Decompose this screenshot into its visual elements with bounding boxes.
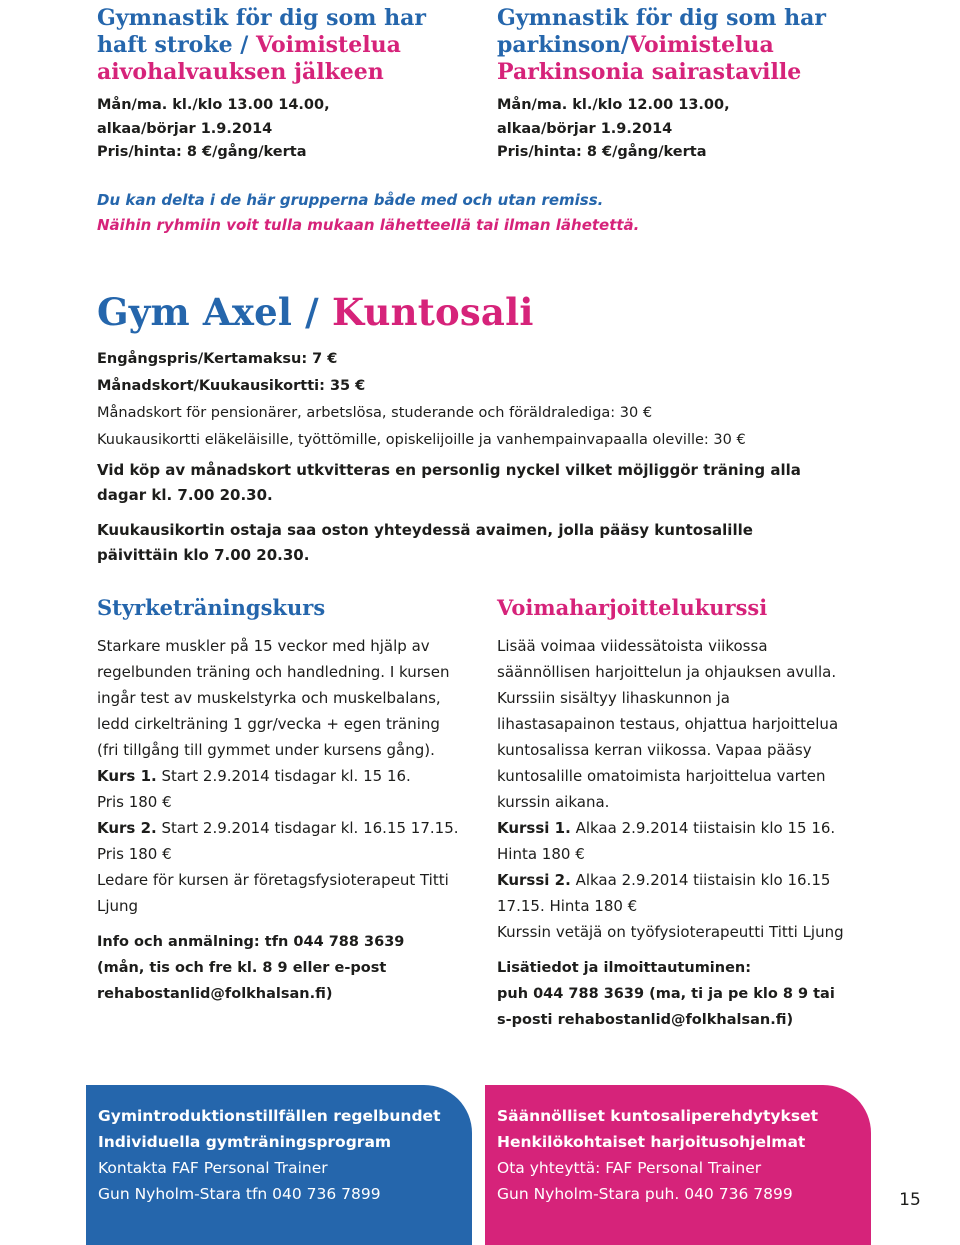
course-fi-info-line1: Lisätiedot ja ilmoittautuminen:	[497, 960, 752, 976]
course-fi-title: Voimaharjoittelukurssi	[497, 595, 768, 620]
course-fi-desc: Lisää voimaa viidessätoista viikossa säännöllisen harjoittelun ja ohjauksen avulla. Kurssiin sisältyy lihaskunnon ja lihastasapainon testaus, ohjattua harjoittelua kuntosalissa kerran viikossa. Vapaa pääsy kuntosalille omatoimista harjoittelua varten kurssin aikana.	[497, 637, 839, 811]
kurssi1-label: Kurssi 1.	[497, 819, 571, 837]
group-parkinson-time: Mån/ma. kl./klo 12.00 13.00,	[497, 97, 730, 113]
course-fi-email[interactable]: s-posti rehabostanlid@folkhalsan.fi)	[497, 1012, 794, 1028]
course-sv-leader: Ledare för kursen är företagsfysioterapeut Titti Ljung	[97, 871, 449, 915]
trainer-box-sv	[86, 1085, 472, 1245]
group-parkinson-start: alkaa/börjar 1.9.2014	[497, 120, 673, 137]
trainer-box-sv-line4: Gun Nyholm-Stara tfn 040 736 7899	[98, 1185, 381, 1203]
course-sv-info	[97, 929, 459, 1007]
gym-title	[97, 290, 797, 334]
kurssi1-price: Hinta 180 €	[497, 845, 585, 863]
remiss-note-fi: Näihin ryhmiin voit tulla mukaan lähetteellä tai ilman lähetettä.	[97, 216, 640, 234]
course-sv	[97, 595, 459, 1007]
group-parkinson	[497, 5, 842, 165]
course-fi	[497, 595, 849, 1033]
group-stroke-start: alkaa/börjar 1.9.2014	[97, 120, 273, 137]
trainer-box-fi-line1: Säännölliset kuntosaliperehdytykset	[497, 1107, 818, 1125]
kurs1-price: Pris 180 €	[97, 793, 172, 811]
group-stroke-title	[97, 5, 427, 86]
kurs2-price: Pris 180 €	[97, 845, 172, 863]
single-price: Engångspris/Kertamaksu: 7 €	[97, 351, 338, 367]
kurs1-text: Start 2.9.2014 tisdagar kl. 15 16.	[156, 767, 411, 785]
course-sv-kurs1	[97, 763, 459, 789]
remiss-note-sv: Du kan delta i de här grupperna både med och utan remiss.	[97, 191, 604, 209]
course-sv-info-line1: Info och anmälning: tfn 044 788 3639	[97, 934, 405, 950]
gym-title-fi: Kuntosali	[331, 290, 534, 334]
trainer-box-fi-line2: Henkilökohtaiset harjoitusohjelmat	[497, 1133, 806, 1151]
trainer-box-sv-line2: Individuella gymträningsprogram	[98, 1133, 392, 1151]
course-sv-email[interactable]: rehabostanlid@folkhalsan.fi)	[97, 986, 333, 1002]
course-sv-info-line2: (mån, tis och fre kl. 8 9 eller e-post	[97, 960, 387, 976]
kurssi1-text: Alkaa 2.9.2014 tiistaisin klo 15 16.	[570, 819, 836, 837]
kurs2-label: Kurs 2.	[97, 819, 157, 837]
key-note-sv: Vid köp av månadskort utkvitteras en personlig nyckel vilket möjliggör träning alla dagar kl. 7.00 20.30.	[97, 461, 801, 504]
group-stroke-time: Mån/ma. kl./klo 13.00 14.00,	[97, 97, 330, 113]
trainer-box-fi-line4: Gun Nyholm-Stara puh. 040 736 7899	[497, 1185, 793, 1203]
group-parkinson-title-fi: Voimistelua Parkinsonia sairastaville	[497, 32, 802, 85]
monthly-card-price: Månadskort/Kuukausikortti: 35 €	[97, 378, 366, 394]
group-stroke	[97, 5, 427, 165]
trainer-box-fi-line3: Ota yhteyttä: FAF Personal Trainer	[497, 1159, 762, 1177]
kurs2-text: Start 2.9.2014 tisdagar kl. 16.15 17.15.	[156, 819, 459, 837]
kurs1-label: Kurs 1.	[97, 767, 157, 785]
course-sv-title: Styrketräningskurs	[97, 595, 326, 620]
course-fi-info	[497, 955, 849, 1033]
course-sv-kurs2	[97, 815, 459, 841]
group-parkinson-title	[497, 5, 842, 86]
kurssi2-text: Alkaa 2.9.2014 tiistaisin klo 16.15 17.15. Hinta 180 €	[497, 871, 831, 915]
page-number: 15	[899, 1190, 921, 1210]
course-fi-leader: Kurssin vetäjä on työfysioterapeutti Titti Ljung	[497, 923, 844, 941]
group-stroke-title-fi: Voimistelua aivohalvauksen jälkeen	[97, 32, 401, 85]
group-stroke-title-sv: Gymnastik för dig som har haft stroke /	[97, 5, 426, 58]
gym-prices	[97, 346, 857, 454]
group-parkinson-title-sv: Gymnastik för dig som har parkinson/	[497, 5, 826, 58]
kurssi2-label: Kurssi 2.	[497, 871, 571, 889]
discount-price-sv: Månadskort för pensionärer, arbetslösa, studerande och föräldralediga: 30 €	[97, 405, 653, 421]
group-parkinson-price: Pris/hinta: 8 €/gång/kerta	[497, 144, 707, 160]
group-stroke-price: Pris/hinta: 8 €/gång/kerta	[97, 144, 307, 160]
trainer-box-sv-line1: Gymintroduktionstillfällen regelbundet	[98, 1107, 441, 1125]
course-fi-kurssi1	[497, 815, 849, 841]
key-note-fi: Kuukausikortin ostaja saa oston yhteydessä avaimen, jolla pääsy kuntosalille päivittäin klo 7.00 20.30.	[97, 521, 753, 564]
course-fi-kurssi2	[497, 867, 849, 919]
discount-price-fi: Kuukausikortti eläkeläisille, työttömille, opiskelijoille ja vanhempainvapaalla oleville: 30 €	[97, 432, 746, 448]
course-sv-desc: Starkare muskler på 15 veckor med hjälp av regelbunden träning och handledning. I kursen ingår test av muskelstyrka och muskelbalans, ledd cirkelträning 1 ggr/vecka + egen träning (fri tillgång till gymmet under kursens gång).	[97, 637, 450, 759]
trainer-box-sv-line3: Kontakta FAF Personal Trainer	[98, 1159, 328, 1177]
remiss-note	[97, 188, 857, 238]
gym-title-sv: Gym Axel /	[97, 290, 332, 334]
trainer-box-fi	[485, 1085, 871, 1245]
course-fi-info-line2: puh 044 788 3639 (ma, ti ja pe klo 8 9 tai	[497, 986, 835, 1002]
